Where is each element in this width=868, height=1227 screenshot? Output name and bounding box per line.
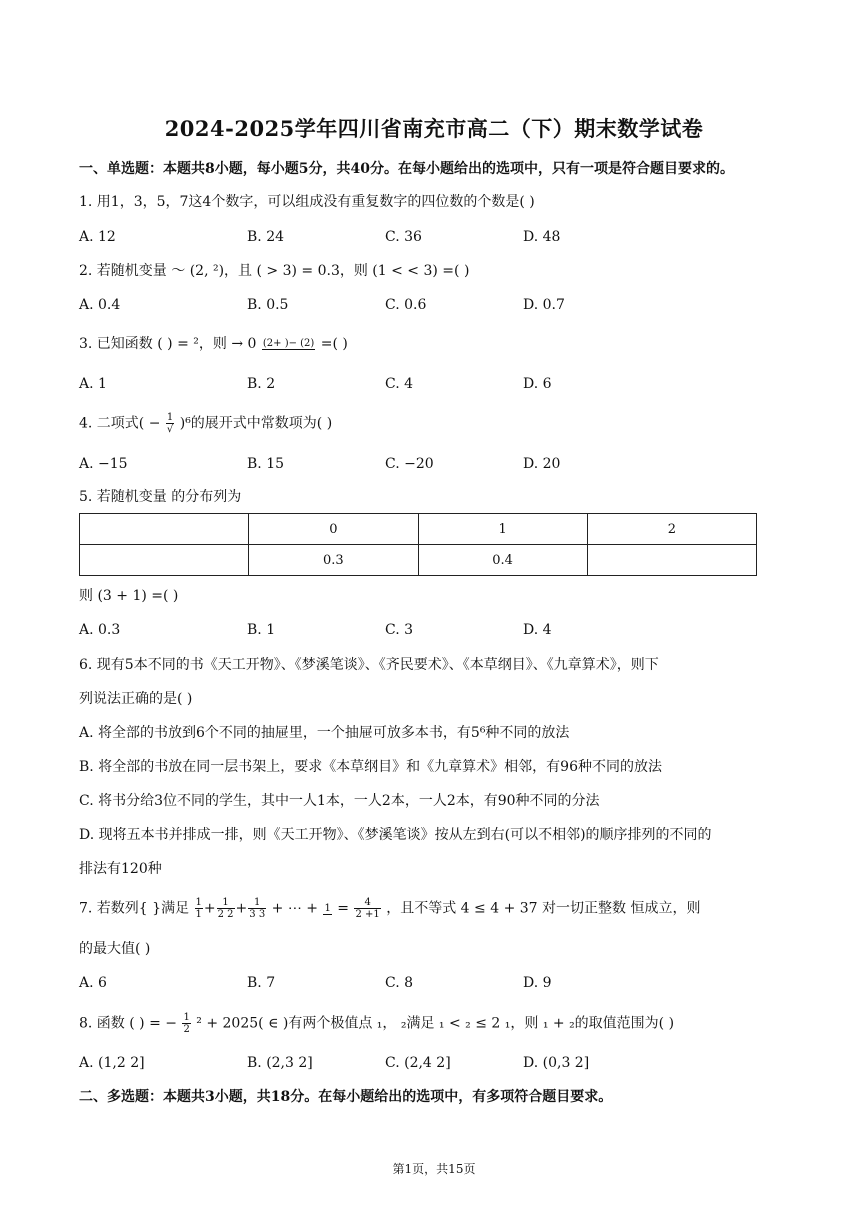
fraction-denominator: 3 3 [249, 909, 266, 920]
fraction-numerator: 1 [195, 897, 202, 908]
option-c: C. 0.6 [385, 297, 427, 313]
option-c: C. −20 [385, 456, 434, 472]
question-7-stem: 7. 若数列{ }满足 $\frac{1}{1}$ + $\frac{1}{2 2}$ + $\frac{1}{3 3}$ + ⋯ + 1 = $\frac{4}{2 +1}$ ，且不等式 4 ≤ 4 + 37 对一切正整数 恒成立，则 [79, 897, 701, 920]
question-3-stem-end: =( ) [320, 336, 348, 352]
page-title: 2024-2025学年四川省南充市高二（下）期末数学试卷 [164, 116, 704, 141]
question-7-stem-line-2: 的最大值( ) [79, 941, 151, 957]
fraction-denominator: 2 +1 [355, 909, 380, 920]
question-8-stem-start: 8. 函数 ( ) = − [79, 1015, 177, 1032]
question-3-options [79, 374, 639, 394]
section-heading-multiple-choice: 二、多选题：本题共3小题，共18分。在每小题给出的选项中，有多项符合题目要求。 [79, 1089, 613, 1105]
question-3-limit-fraction [262, 338, 315, 350]
fraction [248, 897, 266, 920]
option-c: C. 36 [385, 229, 422, 245]
option-a: A. 0.4 [79, 297, 121, 313]
table-cell [80, 545, 249, 576]
option-d: D. 4 [523, 622, 552, 638]
table-cell: 0.4 [418, 545, 587, 576]
option-a: A. 1 [79, 376, 107, 392]
option-d: D. 20 [523, 456, 561, 472]
question-8-stem-end: ² + 2025( ∈ )有两个极值点 ₁， ₂满足 ₁ < ₂ ≤ 2 ₁，则 ₁ + ₂的取值范围为( ) [196, 1015, 675, 1032]
question-4-stem-start: 4. 二项式( − [79, 415, 161, 432]
question-6-stem-line-1: 6. 现有5本不同的书《天工开物》、《梦溪笔谈》、《齐民要术》、《本草纲目》、《九章算术》，则下 [79, 657, 659, 673]
table-cell: 1 [418, 514, 587, 545]
table-cell: 0 [249, 514, 418, 545]
question-4-stem [79, 412, 332, 435]
question-6-option-c: C. 将书分给3位不同的学生，其中一人1本，一人2本，一人2本，有90种不同的分法 [79, 793, 600, 809]
option-b: B. 24 [247, 229, 285, 245]
question-3-stem [79, 334, 348, 354]
question-2-stem: 2. 若随机变量 ～ (2, ²)，且 ( > 3) = 0.3，则 (1 < < 3) =( ) [79, 263, 470, 279]
fraction [217, 897, 235, 920]
question-5-stem: 5. 若随机变量 的分布列为 [79, 489, 242, 505]
table-cell: 0.3 [249, 545, 418, 576]
fraction-denominator: √ [166, 424, 174, 435]
question-1-stem: 1. 用1，3，5，7这4个数字，可以组成没有重复数字的四位数的个数是( ) [79, 194, 535, 210]
option-a: A. −15 [79, 456, 128, 472]
question-7-options [79, 973, 639, 993]
option-b: B. 15 [247, 456, 285, 472]
question-6-option-a: A. 将全部的书放到6个不同的抽屉里，一个抽屉可放多本书，有5⁶种不同的放法 [79, 725, 570, 741]
table-cell: 2 [587, 514, 756, 545]
option-a: A. 0.3 [79, 622, 121, 638]
question-7-stem-end: ，且不等式 4 ≤ 4 + 37 对一切正整数 恒成立，则 [386, 900, 701, 917]
question-3-stem-start: 3. 已知函数 ( ) = ²，则 → 0 [79, 336, 257, 352]
fraction-numerator: (2+ )− (2) [262, 338, 315, 349]
option-b: B. 1 [247, 622, 276, 638]
option-b: B. 7 [247, 975, 276, 991]
question-7-ellipsis: + ⋯ + [271, 900, 319, 917]
option-b: B. (2,3 2] [247, 1055, 313, 1071]
fraction [323, 903, 331, 915]
question-5-options [79, 620, 639, 640]
option-d: D. 9 [523, 975, 552, 991]
option-c: C. 3 [385, 622, 414, 638]
fraction [195, 897, 203, 920]
table-cell [587, 545, 756, 576]
fraction-numerator: 1 [217, 897, 235, 909]
fraction [182, 1012, 190, 1035]
question-8-stem [79, 1012, 674, 1035]
table-row [80, 545, 757, 576]
option-d: D. (0,3 2] [523, 1055, 590, 1071]
fraction-denominator: 2 [183, 1024, 190, 1035]
option-a: A. (1,2 2] [79, 1055, 145, 1071]
question-4-options [79, 454, 639, 474]
question-6-option-b: B. 将全部的书放在同一层书架上，要求《本草纲目》和《九章算术》相邻，有96种不同的放法 [79, 759, 663, 775]
fraction-numerator: 1 [248, 897, 266, 909]
fraction-numerator: 4 [354, 897, 380, 909]
question-7-stem-start: 7. 若数列{ }满足 [79, 900, 190, 917]
question-4-stem-end: )⁶的展开式中常数项为( ) [179, 415, 333, 432]
fraction-numerator: 1 [183, 1012, 190, 1023]
question-2-options [79, 295, 639, 315]
fraction-numerator: 1 [324, 902, 331, 914]
question-4-fraction [166, 412, 174, 435]
option-a: A. 12 [79, 229, 116, 245]
option-c: C. 8 [385, 975, 414, 991]
question-6-option-d-line-1: D. 现将五本书并排成一排，则《天工开物》、《梦溪笔谈》按从左到右(可以不相邻)的顺序排列的不同的 [79, 827, 712, 843]
question-6-stem-line-2: 列说法正确的是( ) [79, 691, 193, 707]
option-d: D. 48 [523, 229, 561, 245]
fraction [354, 897, 380, 920]
table-cell [80, 514, 249, 545]
option-c: C. 4 [385, 376, 414, 392]
section-heading-single-choice: 一、单选题：本题共8小题，每小题5分，共40分。在每小题给出的选项中，只有一项是符合题目要求的。 [79, 161, 734, 177]
option-b: B. 2 [247, 376, 276, 392]
fraction-denominator: 1 [195, 909, 202, 920]
table-row [80, 514, 757, 545]
option-d: D. 0.7 [523, 297, 565, 313]
page-footer: 第1页，共15页 [392, 1162, 476, 1176]
distribution-table [79, 513, 757, 576]
option-b: B. 0.5 [247, 297, 289, 313]
question-7-equals: = [337, 900, 350, 917]
question-5-followup: 则 (3 + 1) =( ) [79, 588, 179, 604]
option-c: C. (2,4 2] [385, 1055, 451, 1071]
question-6-option-d-line-2: 排法有120种 [79, 861, 162, 877]
fraction-denominator: 2 2 [217, 909, 234, 920]
option-a: A. 6 [79, 975, 107, 991]
option-d: D. 6 [523, 376, 552, 392]
question-8-options [79, 1053, 639, 1073]
question-1-options [79, 227, 639, 247]
fraction-numerator: 1 [166, 412, 174, 423]
